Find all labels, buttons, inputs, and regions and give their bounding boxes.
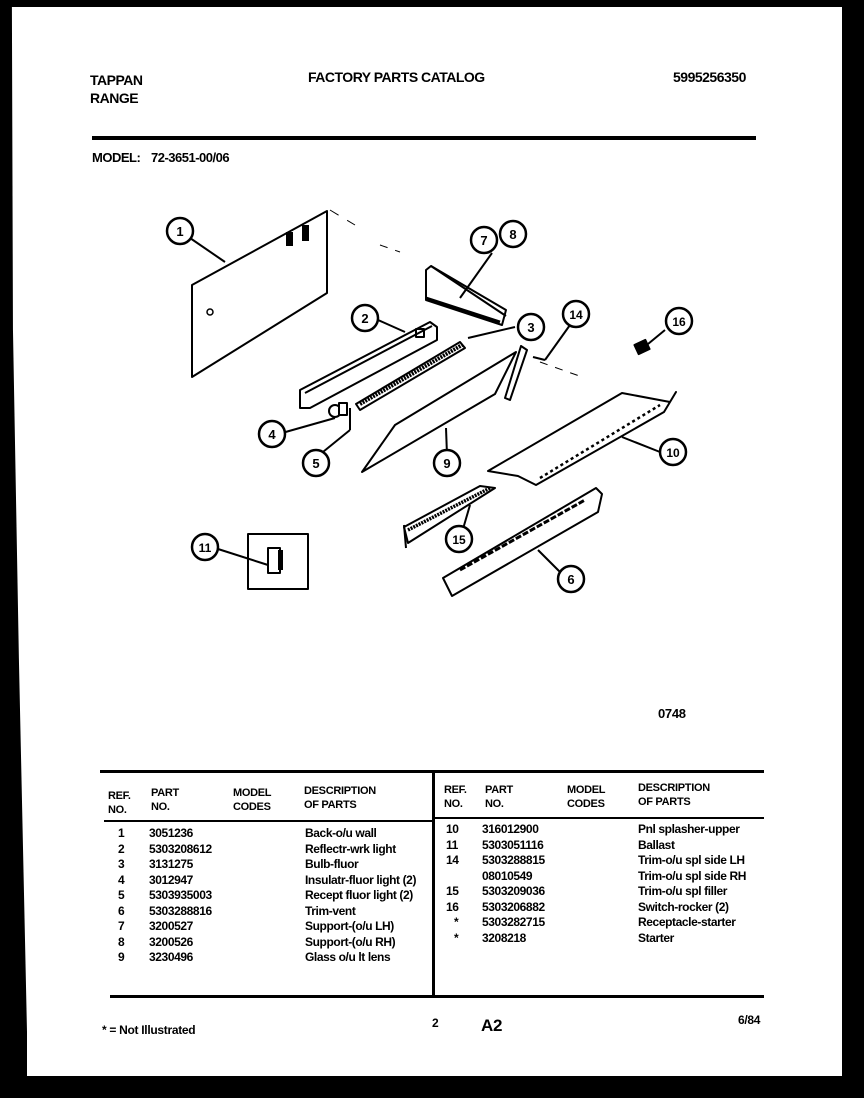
table-row-ref: 8: [118, 934, 125, 949]
svg-text:9: 9: [443, 456, 451, 471]
page-number: 2: [432, 1016, 439, 1030]
table-row-ref: 6: [118, 903, 125, 918]
table-row-part: 3051236: [149, 826, 193, 840]
table-row-desc: Back-o/u wall: [305, 826, 377, 840]
table-header-rule-right: [435, 817, 764, 819]
table-row-part: 5303288816: [149, 903, 212, 918]
header-model-codes-right: MODEL CODES: [567, 784, 606, 810]
part-10-splasher: [488, 392, 676, 485]
table-row-ref: 9: [118, 950, 125, 964]
table-row-part: 316012900: [482, 822, 539, 836]
table-bottom-rule: [110, 995, 764, 998]
figure-code: 0748: [658, 706, 686, 721]
brand-name: TAPPAN: [90, 72, 143, 88]
table-row-desc: Trim-o/u spl side LH: [638, 853, 745, 867]
svg-text:2: 2: [361, 311, 369, 326]
header-part-no-right: PART NO.: [485, 784, 513, 810]
header-ref-no: REF. NO.: [108, 790, 131, 816]
header-ref-no-right: REF. NO.: [444, 784, 467, 810]
table-row-part: 5303209036: [482, 884, 545, 898]
table-row-desc: Switch-rocker (2): [638, 899, 729, 914]
table-row-ref: *: [454, 930, 459, 945]
table-row-desc: Bulb-fluor: [305, 857, 359, 871]
table-row-desc: Ballast: [638, 837, 675, 852]
table-row-ref: 14: [446, 853, 459, 867]
part-7-8-supports: [426, 266, 506, 325]
catalog-number: 5995256350: [673, 69, 746, 85]
table-row-desc: Trim-o/u spl side RH: [638, 868, 747, 883]
svg-text:4: 4: [268, 427, 276, 442]
table-row-desc: Receptacle-starter: [638, 915, 736, 929]
product-type: RANGE: [90, 90, 139, 106]
table-row-desc: Glass o/u lt lens: [305, 950, 391, 964]
table-header-rule-left: [104, 820, 434, 822]
table-row-ref: *: [454, 915, 459, 929]
table-row-ref: 16: [446, 899, 459, 914]
part-5-receptacle: [339, 403, 347, 415]
revision-date: 6/84: [738, 1013, 761, 1027]
part-2-reflector: [300, 322, 437, 408]
table-row-part: 5303288815: [482, 853, 545, 867]
table-row-part: 5303051116: [482, 837, 544, 852]
page-title: FACTORY PARTS CATALOG: [308, 69, 485, 85]
table-row-ref: 5: [118, 888, 125, 902]
svg-text:5: 5: [312, 456, 320, 471]
table-row-ref: 10: [446, 822, 459, 836]
table-row-ref: 11: [446, 837, 458, 852]
table-row-part: 5303206882: [482, 899, 545, 914]
table-row-desc: Trim-vent: [305, 903, 356, 918]
table-row-part: 3200527: [149, 919, 193, 933]
table-row-ref: 15: [446, 884, 459, 898]
table-row-desc: Recept fluor light (2): [305, 888, 413, 902]
table-row-ref: 3: [118, 857, 125, 871]
table-row-ref: [446, 869, 459, 885]
table-row-part: 3012947: [149, 872, 193, 887]
table-row-desc: Trim-o/u spl filler: [638, 884, 728, 898]
table-row-desc: Starter: [638, 930, 674, 945]
table-row-ref: 1: [118, 826, 125, 840]
part-1-back-wall: [192, 210, 400, 377]
left-desc-column: [305, 826, 416, 966]
scan-border-bottom: [0, 1076, 864, 1098]
table-row-desc: Reflectr-wrk light: [305, 841, 396, 856]
table-row-desc: Insulatr-fluor light (2): [305, 872, 417, 887]
svg-text:16: 16: [672, 315, 686, 329]
right-desc-column: [638, 822, 746, 946]
svg-text:11: 11: [198, 541, 212, 555]
not-illustrated-note: * = Not Illustrated: [102, 1023, 196, 1037]
table-row-ref: 7: [118, 919, 125, 933]
table-row-part: 3200526: [149, 934, 193, 949]
model-number: 72-3651-00/06: [151, 150, 230, 165]
part-16-switch: [634, 340, 649, 354]
table-row-part: 5303282715: [482, 915, 545, 929]
table-row-part: 3131275: [149, 857, 193, 871]
svg-text:6: 6: [567, 572, 575, 587]
header-model-codes: MODEL CODES: [233, 787, 272, 813]
table-row-desc: Support-(o/u LH): [305, 919, 394, 933]
table-row-ref: 4: [118, 872, 125, 887]
right-ref-column: [446, 822, 459, 946]
table-row-desc: Pnl splasher-upper: [638, 822, 740, 836]
table-row-part: 5303935003: [149, 888, 212, 902]
table-row-ref: 2: [118, 841, 125, 856]
header-description-right: DESCRIPTION OF PARTS: [638, 782, 710, 808]
left-ref-column: [118, 826, 124, 966]
svg-text:7: 7: [480, 233, 488, 248]
svg-text:15: 15: [452, 533, 466, 547]
left-part-column: [149, 826, 212, 966]
header-part-no: PART NO.: [151, 787, 179, 813]
table-row-part: 3208218: [482, 930, 526, 945]
svg-text:14: 14: [569, 308, 583, 322]
section-code: A2: [481, 1016, 503, 1035]
model-label: MODEL:: [92, 150, 141, 165]
svg-text:8: 8: [509, 227, 517, 242]
svg-text:3: 3: [527, 320, 535, 335]
right-part-column: [482, 822, 545, 946]
header-description: DESCRIPTION OF PARTS: [304, 785, 376, 811]
table-column-divider: [432, 770, 435, 995]
table-row-part: 5303208612: [149, 841, 212, 856]
table-row-desc: Support-(o/u RH): [305, 934, 396, 949]
table-row-part: 3230496: [149, 950, 193, 964]
svg-text:1: 1: [176, 224, 184, 239]
svg-text:10: 10: [666, 446, 680, 460]
table-row-part: 08010549: [482, 868, 533, 883]
